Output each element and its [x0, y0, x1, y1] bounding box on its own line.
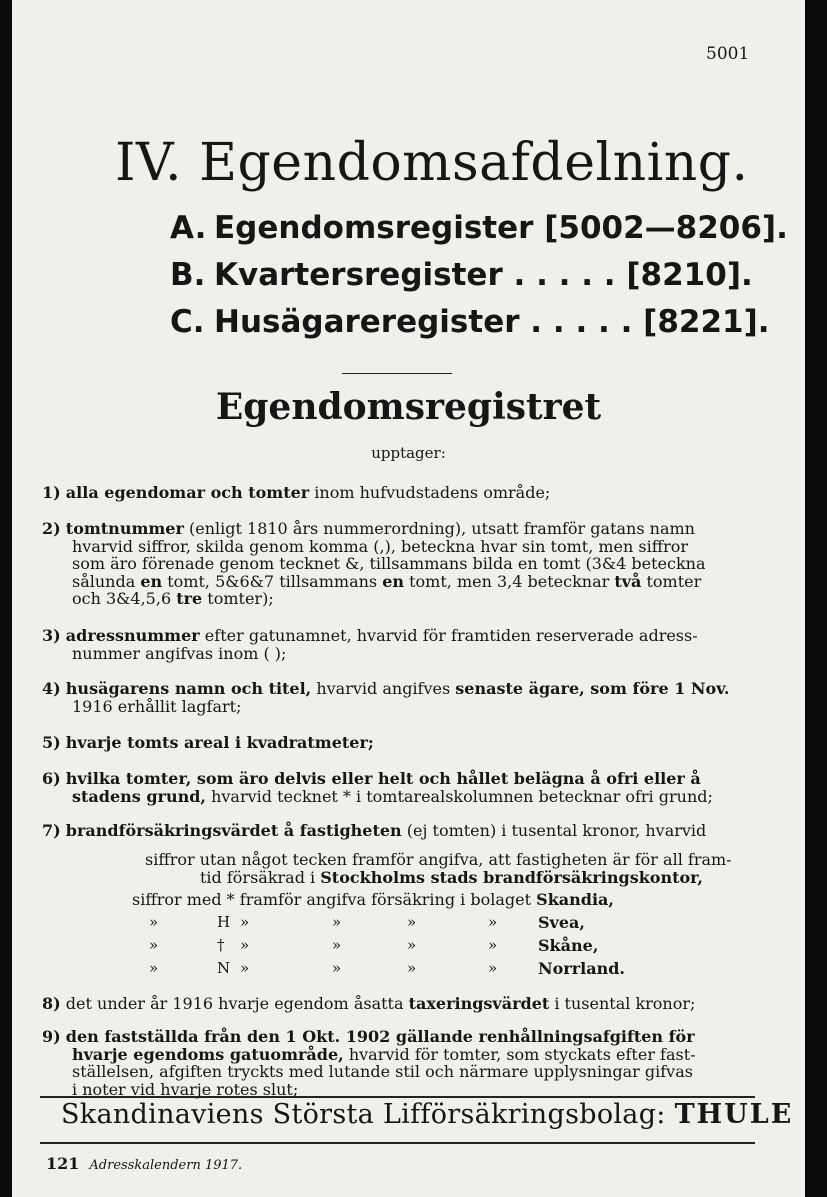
section-title: IV. Egendomsafdelning. [115, 133, 749, 193]
text-run: tomter [641, 571, 702, 591]
item-number: 7) [42, 821, 61, 840]
list-item-4 [42, 680, 775, 715]
item-keyword: husägarens namn och titel, [65, 679, 312, 698]
list-item-9 [42, 1028, 775, 1098]
item-text: i tusental kronor; [549, 994, 696, 1013]
advert-top-rule [40, 1096, 755, 1098]
footer-text: Adresskalendern 1917. [89, 1158, 243, 1173]
text-run: tomt, 5&6&7 tillsammans [162, 571, 383, 591]
list-item-2 [42, 520, 775, 608]
list-item-5 [42, 734, 775, 752]
item-keyword: tomtnummer [65, 519, 184, 538]
item-keyword: alla egendomar och tomter [65, 483, 310, 502]
item-text: inom hufvudstadens område; [309, 483, 551, 502]
item-number: 6) [42, 769, 61, 788]
ditto-mark: » [240, 913, 250, 931]
item-text: hvarvid siffror, skilda genom komma (,), beteckna hvar sin tomt, men siffror [72, 536, 689, 556]
item-text: nummer angifvas inom ( ); [72, 643, 287, 663]
ditto-mark: » [332, 913, 342, 931]
symbol-mark: N [217, 959, 231, 977]
item-number: 3) [42, 626, 61, 645]
text-run: två [614, 571, 642, 591]
list-item-1 [42, 484, 775, 502]
item-text: (ej tomten) i tusental kronor, hvarvid [401, 821, 707, 840]
ditto-mark: » [488, 959, 498, 977]
company-name: Svea, [538, 913, 585, 932]
item-text: hvarvid angifves [311, 679, 456, 698]
ditto-mark: » [407, 936, 417, 954]
item-keyword: brandförsäkringsvärdet å fastigheten [65, 821, 402, 840]
item-number: 5) [42, 733, 61, 752]
item-text [42, 590, 775, 608]
item-text: efter gatunamnet, hvarvid för framtiden reserverade adress- [199, 626, 698, 645]
toc-entry-c [170, 304, 770, 340]
ditto-mark: » [149, 959, 159, 977]
text-run: en [382, 571, 405, 591]
page-number: 5001 [706, 44, 750, 64]
ditto-mark: » [488, 913, 498, 931]
register-heading: Egendomsregistret [215, 386, 602, 428]
ditto-mark: » [332, 936, 342, 954]
ditto-mark: » [149, 913, 159, 931]
item-number: 8) [42, 994, 61, 1013]
text-run: sålunda [72, 571, 141, 591]
item-text: 1916 erhållit lagfart; [72, 696, 242, 716]
ditto-mark: » [240, 936, 250, 954]
item-text: hvarvid för tomter, som styckats efter fast- [343, 1044, 696, 1064]
list-item-6 [42, 770, 775, 805]
list-item-7 [42, 822, 775, 840]
register-subheading: upptager: [371, 444, 446, 462]
ditto-mark: » [407, 959, 417, 977]
item-number: 2) [42, 519, 61, 538]
insurance-line [132, 890, 614, 909]
item-text: i noter vid hvarje rotes slut; [72, 1079, 299, 1099]
insurance-line: siffror utan något tecken framför angifva, att fastigheten är för all fram- [145, 850, 732, 869]
item-text: hvarvid tecknet * i tomtarealskolumnen betecknar ofri grund; [205, 786, 713, 806]
ditto-mark: » [407, 913, 417, 931]
text-run: och 3&4,5,6 [72, 589, 177, 608]
toc-letter: C. [170, 304, 205, 340]
item-keyword: stadens grund, [72, 786, 206, 806]
advert-brand: THULE [674, 1099, 794, 1130]
symbol-mark: † [217, 936, 225, 954]
ditto-mark: » [240, 959, 250, 977]
ditto-mark: » [332, 959, 342, 977]
toc-text: Egendomsregister [5002—8206]. [214, 210, 788, 246]
item-text: som äro förenade genom tecknet &, tillsammans bilda en tomt (3&4 beteckna [72, 554, 706, 573]
item-text: (enligt 1810 års nummerordning), utsatt framför gatans namn [183, 519, 695, 538]
text-run: Stockholms stads brandförsäkringskontor, [320, 868, 703, 887]
text-run: siffror med * framför angifva försäkring i bolaget [132, 890, 537, 909]
advert-bottom-rule [40, 1142, 755, 1144]
ditto-mark: » [149, 936, 159, 954]
footer-number: 121 [46, 1154, 80, 1173]
text-run: tomter); [202, 589, 274, 608]
symbol-mark: H [217, 913, 231, 931]
text-run: tid försäkrad i [200, 868, 321, 887]
item-keyword: den fastställda från den 1 Okt. 1902 gällande renhållningsafgiften för [65, 1027, 695, 1046]
text-run: Skandia, [536, 890, 614, 909]
item-keyword: senaste ägare, som före 1 Nov. [455, 679, 730, 698]
footer [46, 1154, 242, 1173]
item-text: ställelsen, afgiften tryckts med lutande stil och närmare upplysningar gifvas [72, 1062, 693, 1081]
item-number: 1) [42, 483, 61, 502]
toc-text: Husägareregister . . . . . [8221]. [214, 304, 770, 340]
company-name: Skåne, [538, 936, 599, 955]
list-item-3 [42, 627, 775, 662]
text-run: tre [176, 589, 203, 608]
toc-letter: A. [170, 210, 207, 246]
ditto-mark: » [488, 936, 498, 954]
advert-text: Skandinaviens Största Lifförsäkringsbolag: [61, 1099, 675, 1130]
toc-entry-b [170, 257, 753, 293]
text-run: tomt, men 3,4 betecknar [404, 571, 615, 591]
item-keyword: hvilka tomter, som äro delvis eller helt och hållet belägna å ofri eller å [65, 769, 701, 788]
advert-banner [61, 1099, 793, 1130]
insurance-line [200, 868, 703, 887]
item-keyword: hvarje tomts areal i kvadratmeter; [65, 733, 374, 752]
item-text: det under år 1916 hvarje egendom åsatta [60, 994, 409, 1013]
item-number: 9) [42, 1027, 61, 1046]
item-text [42, 573, 775, 591]
item-keyword: hvarje egendoms gatuområde, [72, 1044, 344, 1064]
toc-letter: B. [170, 257, 206, 293]
item-keyword: adressnummer [65, 626, 200, 645]
text-run: en [140, 571, 163, 591]
divider-rule [342, 373, 452, 374]
document-page [12, 0, 805, 1197]
item-number: 4) [42, 679, 61, 698]
toc-text: Kvartersregister . . . . . [8210]. [214, 257, 753, 293]
item-keyword: taxeringsvärdet [408, 994, 550, 1013]
toc-entry-a [170, 210, 788, 246]
list-item-8 [42, 995, 775, 1013]
company-name: Norrland. [538, 959, 625, 978]
